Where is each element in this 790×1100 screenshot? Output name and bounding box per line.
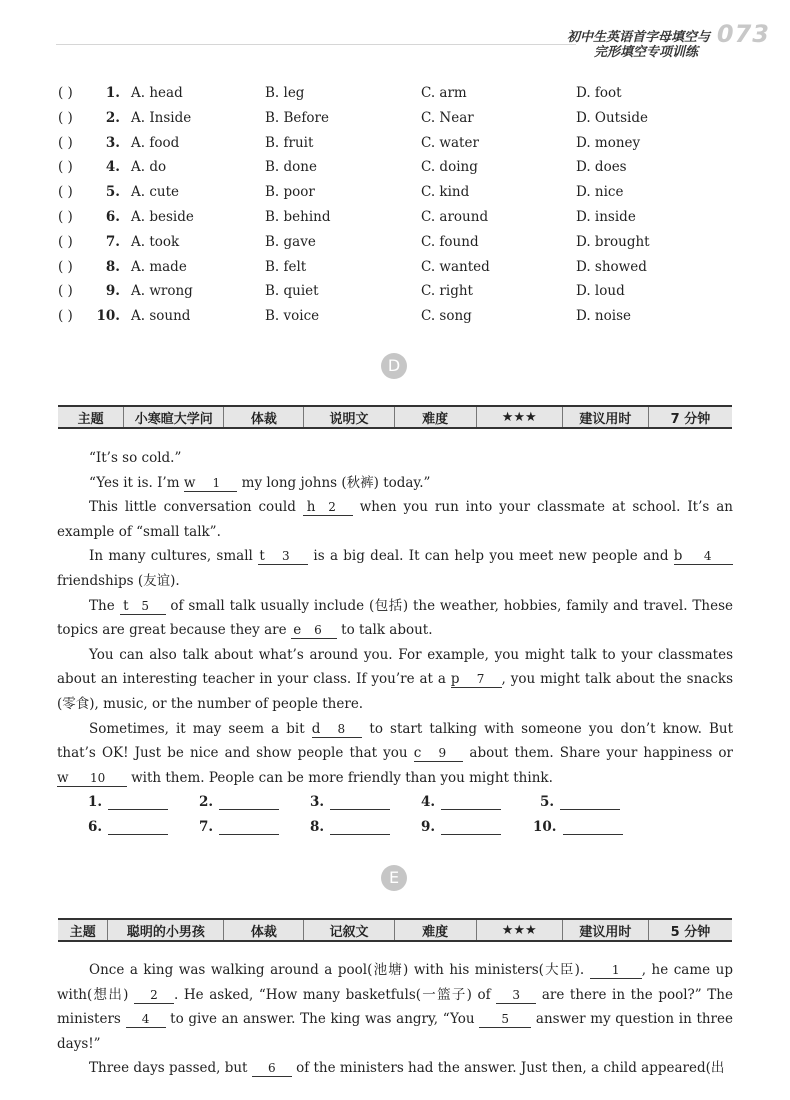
passage-text: answer my question in three days!”: [57, 1011, 733, 1052]
answer-number: 5.: [540, 794, 555, 810]
choice-row-3: [58, 133, 738, 158]
option-d: D. nice: [576, 184, 624, 201]
option-d: D. loud: [576, 283, 625, 300]
difficulty-stars: ★★★: [476, 407, 562, 427]
section-d-info-bar: [58, 405, 732, 429]
option-a: A. head: [131, 85, 183, 101]
answer-line[interactable]: [108, 795, 168, 810]
option-b: B. Before: [265, 109, 329, 126]
genre-label: 体裁: [223, 920, 303, 940]
option-c: C. doing: [421, 159, 478, 176]
passage-text: In many cultures, small: [89, 548, 259, 565]
passage-paragraph: [57, 594, 733, 643]
answer-number: 2.: [199, 794, 214, 810]
option-c: C. Near: [421, 109, 474, 126]
option-d: D. noise: [576, 308, 631, 325]
genre-value: 说明文: [303, 407, 393, 427]
choice-row-2: [58, 108, 738, 133]
blank-number: 5: [501, 1012, 510, 1027]
passage-text: “It’s so cold.”: [89, 450, 182, 466]
answer-line[interactable]: [563, 820, 623, 835]
choice-list: [58, 83, 738, 331]
genre-label: 体裁: [223, 407, 303, 427]
option-a: A. cute: [131, 184, 180, 201]
option-b: B. gave: [265, 233, 316, 250]
cloze-blank-2[interactable]: [134, 987, 174, 1004]
option-d: D. showed: [576, 258, 647, 275]
blank-letter: w: [183, 474, 196, 491]
option-b: B. fruit: [265, 134, 314, 151]
option-a: A. food: [131, 134, 180, 151]
option-a: A. wrong: [131, 283, 193, 300]
passage-text: with them. People can be more friendly than you might think.: [126, 769, 553, 786]
option-d: D. inside: [576, 208, 636, 225]
difficulty-label: 难度: [394, 407, 476, 427]
passage-text: about them. Share your happiness or: [463, 745, 733, 762]
answer-line[interactable]: [108, 820, 168, 835]
first-letter-blank-8[interactable]: [312, 721, 363, 738]
answer-lines: [88, 794, 648, 844]
blank-number: 1: [611, 963, 620, 977]
passage-text: Once a king was walking around a pool(池塘) with his ministers(大臣).: [89, 962, 590, 978]
book-title-line2: 完形填空专项训练: [593, 45, 698, 60]
option-d: D. brought: [576, 233, 650, 250]
passage-text: . He asked, “How many basketfuls(一篮子) of: [174, 986, 497, 1003]
answer-slot-9[interactable]: [421, 819, 501, 835]
blank-number: 4: [703, 549, 712, 564]
blank-letter: t: [259, 548, 265, 565]
passage-paragraph: [57, 471, 733, 496]
answer-number: 3.: [310, 794, 325, 810]
passage-text: my long johns (秋裤) today.”: [237, 474, 431, 491]
answer-paren[interactable]: ( ): [58, 134, 73, 151]
option-a: A. beside: [131, 208, 194, 225]
answer-paren[interactable]: ( ): [58, 283, 73, 300]
blank-number: 6: [267, 1061, 276, 1076]
option-c: C. right: [421, 283, 473, 300]
first-letter-blank-6[interactable]: [291, 622, 337, 639]
blank-letter: e: [293, 622, 302, 639]
difficulty-stars: ★★★: [476, 920, 562, 940]
option-d: D. money: [576, 134, 641, 151]
option-a: A. took: [131, 233, 180, 250]
passage-text: Sometimes, it may seem a bit: [89, 720, 312, 737]
section-d-passage: [57, 446, 733, 790]
section-e-info-bar: [58, 918, 732, 942]
answer-number: 7.: [199, 819, 214, 835]
first-letter-blank-9[interactable]: [414, 745, 464, 762]
option-b: B. voice: [265, 308, 320, 325]
blank-number: 5: [141, 598, 150, 613]
option-c: C. found: [421, 233, 479, 250]
passage-text: The: [89, 597, 120, 614]
book-title-line1: 初中生英语首字母填空与: [566, 30, 710, 45]
theme-label: 主题: [69, 924, 96, 940]
choice-row-7: [58, 232, 738, 257]
option-a: A. sound: [131, 308, 191, 325]
answer-line[interactable]: [219, 795, 279, 810]
first-letter-blank-4[interactable]: [674, 548, 733, 565]
answer-paren[interactable]: ( ): [58, 159, 73, 176]
first-letter-blank-7[interactable]: [451, 671, 502, 688]
option-c: C. song: [421, 308, 472, 325]
cloze-blank-4[interactable]: [126, 1011, 166, 1028]
question-number: 4.: [105, 159, 120, 176]
answer-slot-3[interactable]: [310, 794, 390, 810]
question-number: 10.: [96, 308, 120, 325]
time-label: 建议用时: [562, 920, 648, 940]
choice-row-4: [58, 157, 738, 182]
passage-text: This little conversation could: [89, 499, 303, 516]
blank-number: 7: [476, 672, 485, 687]
blank-number: 3: [282, 549, 290, 564]
option-a: A. made: [131, 258, 187, 275]
blank-letter: b: [673, 548, 683, 565]
blank-letter: p: [450, 671, 460, 688]
cloze-blank-5[interactable]: [479, 1011, 531, 1028]
answer-number: 6.: [88, 819, 103, 835]
answer-paren[interactable]: ( ): [58, 85, 73, 101]
page-header: [0, 0, 790, 60]
choice-row-9: [58, 281, 738, 306]
question-number: 5.: [105, 184, 120, 201]
passage-text: of the ministers had the answer. Just then, a child appeared(出: [291, 1060, 725, 1077]
option-b: B. behind: [265, 208, 331, 225]
option-d: D. Outside: [576, 109, 648, 126]
difficulty-label: 难度: [394, 920, 476, 940]
blank-letter: w: [57, 769, 69, 786]
answer-paren[interactable]: ( ): [58, 308, 73, 325]
choice-row-10: [58, 306, 738, 331]
page-number: 073: [716, 20, 770, 48]
answer-slot-8[interactable]: [310, 819, 390, 835]
blank-letter: c: [413, 745, 422, 762]
choice-row-6: [58, 207, 738, 232]
answer-paren[interactable]: ( ): [58, 184, 73, 201]
passage-paragraph: [57, 544, 733, 593]
passage-paragraph: [57, 446, 733, 471]
passage-text: , he came up with(想出): [57, 962, 733, 1003]
blank-letter: d: [311, 720, 321, 737]
time-value: 5 分钟: [648, 920, 732, 940]
answer-number: 9.: [421, 819, 436, 835]
blank-letter: t: [123, 597, 129, 614]
first-letter-blank-2[interactable]: [303, 499, 353, 516]
question-number: 8.: [105, 258, 120, 275]
cloze-blank-6[interactable]: [252, 1060, 292, 1077]
blank-number: 4: [141, 1012, 150, 1027]
choice-row-8: [58, 257, 738, 282]
blank-number: 9: [438, 746, 447, 761]
option-b: B. quiet: [265, 283, 319, 300]
answer-slot-5[interactable]: [540, 794, 620, 810]
question-number: 1.: [105, 85, 120, 101]
option-a: A. Inside: [131, 109, 192, 126]
blank-number: 3: [512, 987, 521, 1002]
answer-number: 8.: [310, 819, 325, 835]
answer-line[interactable]: [441, 820, 501, 835]
choice-row-1: [58, 83, 738, 108]
answer-line[interactable]: [441, 795, 501, 810]
option-d: D. does: [576, 159, 627, 176]
answer-line[interactable]: [560, 795, 620, 810]
option-b: B. felt: [265, 258, 307, 275]
option-b: B. leg: [265, 85, 305, 101]
option-c: C. water: [421, 134, 479, 151]
question-number: 7.: [105, 233, 120, 250]
answer-paren[interactable]: ( ): [58, 233, 73, 250]
option-c: C. around: [421, 208, 489, 225]
answer-paren[interactable]: ( ): [58, 208, 73, 225]
passage-paragraph: [57, 495, 733, 544]
first-letter-blank-5[interactable]: [120, 598, 166, 615]
blank-number: 10: [90, 770, 106, 785]
header-divider: [56, 44, 576, 45]
question-number: 3.: [105, 134, 120, 151]
theme-value: 聪明的小男孩: [107, 920, 223, 940]
answer-paren[interactable]: ( ): [58, 109, 73, 126]
answer-line[interactable]: [330, 820, 390, 835]
answer-slot-6[interactable]: [88, 819, 168, 835]
passage-text: , you might talk about the snacks (零食), music, or the number of people there.: [57, 671, 733, 712]
blank-number: 6: [314, 623, 322, 638]
answer-slot-7[interactable]: [199, 819, 279, 835]
answer-paren[interactable]: ( ): [58, 258, 73, 275]
option-b: B. poor: [265, 184, 315, 201]
genre-value: 记叙文: [303, 920, 393, 940]
blank-number: 2: [150, 987, 158, 1002]
question-number: 9.: [105, 283, 120, 300]
passage-text: when you run into your classmate at school. It’s an example of “small talk”.: [57, 499, 733, 540]
option-a: A. do: [131, 159, 167, 176]
passage-paragraph: [57, 643, 733, 717]
section-e-badge: E: [381, 865, 407, 891]
blank-number: 8: [337, 721, 346, 736]
passage-text: friendships (友谊).: [57, 572, 180, 589]
answer-slot-2[interactable]: [199, 794, 279, 810]
question-number: 6.: [105, 208, 120, 225]
passage-text: “Yes it is. I’m: [89, 474, 184, 491]
blank-letter: h: [306, 499, 316, 516]
answer-slot-10[interactable]: [533, 819, 623, 835]
answer-row: [88, 794, 648, 819]
question-number: 2.: [105, 109, 120, 126]
theme-value: 小寒暄大学问: [123, 407, 223, 427]
answer-number: 4.: [421, 794, 436, 810]
option-c: C. kind: [421, 184, 470, 201]
passage-paragraph: [57, 958, 733, 1056]
passage-text: You can also talk about what’s around you. For example, you might talk to your classmates about an interesting teacher in your class. If you’re at a: [57, 646, 733, 688]
passage-text: Three days passed, but: [89, 1060, 252, 1077]
first-letter-blank-3[interactable]: [258, 548, 308, 565]
answer-line[interactable]: [219, 820, 279, 835]
option-c: C. arm: [421, 85, 467, 101]
time-value: 7 分钟: [648, 407, 732, 427]
theme-label: 主题: [77, 411, 104, 427]
first-letter-blank-1[interactable]: [184, 475, 238, 492]
choice-row-5: [58, 182, 738, 207]
blank-number: 1: [212, 475, 221, 490]
answer-slot-4[interactable]: [421, 794, 501, 810]
first-letter-blank-10[interactable]: [57, 770, 127, 787]
passage-text: is a big deal. It can help you meet new people and: [308, 548, 674, 565]
cloze-blank-1[interactable]: [590, 962, 642, 979]
section-e-passage: [57, 958, 733, 1081]
option-d: D. foot: [576, 85, 622, 101]
passage-paragraph: [57, 717, 733, 791]
passage-text: to talk about.: [336, 622, 433, 639]
passage-text: of small talk usually include (包括) the weather, hobbies, family and travel. These topics are great because they are: [57, 597, 733, 639]
passage-text: are there in the pool?” The ministers: [57, 986, 733, 1028]
time-label: 建议用时: [562, 407, 648, 427]
passage-paragraph: [57, 1056, 733, 1081]
answer-number: 10.: [533, 819, 557, 835]
cloze-blank-3[interactable]: [496, 987, 536, 1004]
blank-number: 2: [328, 500, 336, 515]
passage-text: to start talking with someone you don’t know. But that’s OK! Just be nice and show people that you: [57, 720, 733, 762]
answer-number: 1.: [88, 794, 103, 810]
passage-text: to give an answer. The king was angry, “You: [165, 1011, 480, 1028]
answer-line[interactable]: [330, 795, 390, 810]
answer-row: [88, 819, 648, 844]
answer-slot-1[interactable]: [88, 794, 168, 810]
book-title: [566, 30, 710, 60]
option-c: C. wanted: [421, 258, 490, 275]
section-d-badge: D: [381, 353, 407, 379]
option-b: B. done: [265, 159, 317, 176]
